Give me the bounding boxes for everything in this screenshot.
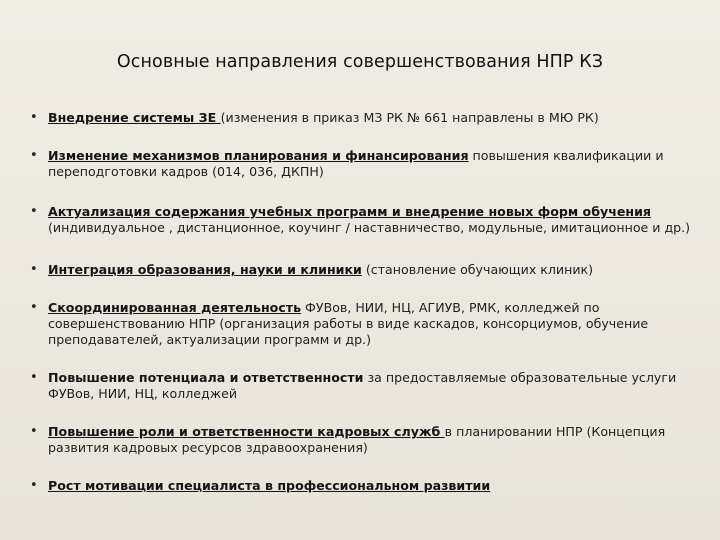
item-heading: Интеграция образования, науки и клиники bbox=[48, 262, 362, 277]
list-item-text bbox=[48, 204, 710, 236]
item-heading: Скоординированная деятельность bbox=[48, 300, 302, 315]
item-heading: Актуализация содержания учебных программ и внедрение новых форм обучения bbox=[48, 204, 651, 219]
item-detail: повышения квалификации и переподготовки кадров (014, 036, ДКПН) bbox=[48, 148, 664, 179]
list-item-text bbox=[48, 478, 710, 494]
list-item-text bbox=[48, 110, 710, 126]
slide-title: Основные направления совершенствования НПР КЗ bbox=[116, 52, 604, 72]
list-item-text bbox=[48, 148, 710, 180]
item-heading: Изменение механизмов планирования и финансирования bbox=[48, 148, 469, 163]
item-detail: ФУВов, НИИ, НЦ, АГИУВ, РМК, колледжей по совершенствованию НПР (организация работы в виде каскадов, консорциумов, обучение преподавателей, актуализации программ и др.) bbox=[48, 300, 649, 347]
bullet-icon: • bbox=[30, 204, 38, 219]
item-detail: (становление обучающих клиник) bbox=[361, 262, 594, 277]
item-detail: (изменения в приказ МЗ РК № 661 направлены в МЮ РК) bbox=[220, 110, 599, 125]
bullet-icon: • bbox=[30, 478, 38, 493]
bullet-icon: • bbox=[30, 110, 38, 125]
list-item-text bbox=[48, 424, 710, 456]
bullet-icon: • bbox=[30, 370, 38, 385]
item-detail: в планировании НПР (Концепция развития кадровых ресурсов здравоохранения) bbox=[48, 424, 666, 455]
item-detail: за предоставляемые образовательные услуги ФУВов, НИИ, НЦ, колледжей bbox=[48, 370, 677, 401]
item-heading: Повышение потенциала и ответственности bbox=[48, 370, 364, 385]
item-heading: Повышение роли и ответственности кадровых служб bbox=[48, 424, 445, 439]
bullet-icon: • bbox=[30, 300, 38, 315]
list-item-text bbox=[48, 262, 710, 278]
item-detail: (индивидуальное , дистанционное, коучинг / наставничество, модульные, имитационное и др.) bbox=[48, 220, 691, 235]
bullet-icon: • bbox=[30, 148, 38, 163]
bullet-icon: • bbox=[30, 424, 38, 439]
item-heading: Внедрение системы ЗЕ bbox=[48, 110, 221, 125]
list-item-text bbox=[48, 300, 710, 348]
bullet-icon: • bbox=[30, 262, 38, 277]
item-heading: Рост мотивации специалиста в профессиональном развитии bbox=[48, 478, 491, 493]
list-item-text bbox=[48, 370, 710, 402]
